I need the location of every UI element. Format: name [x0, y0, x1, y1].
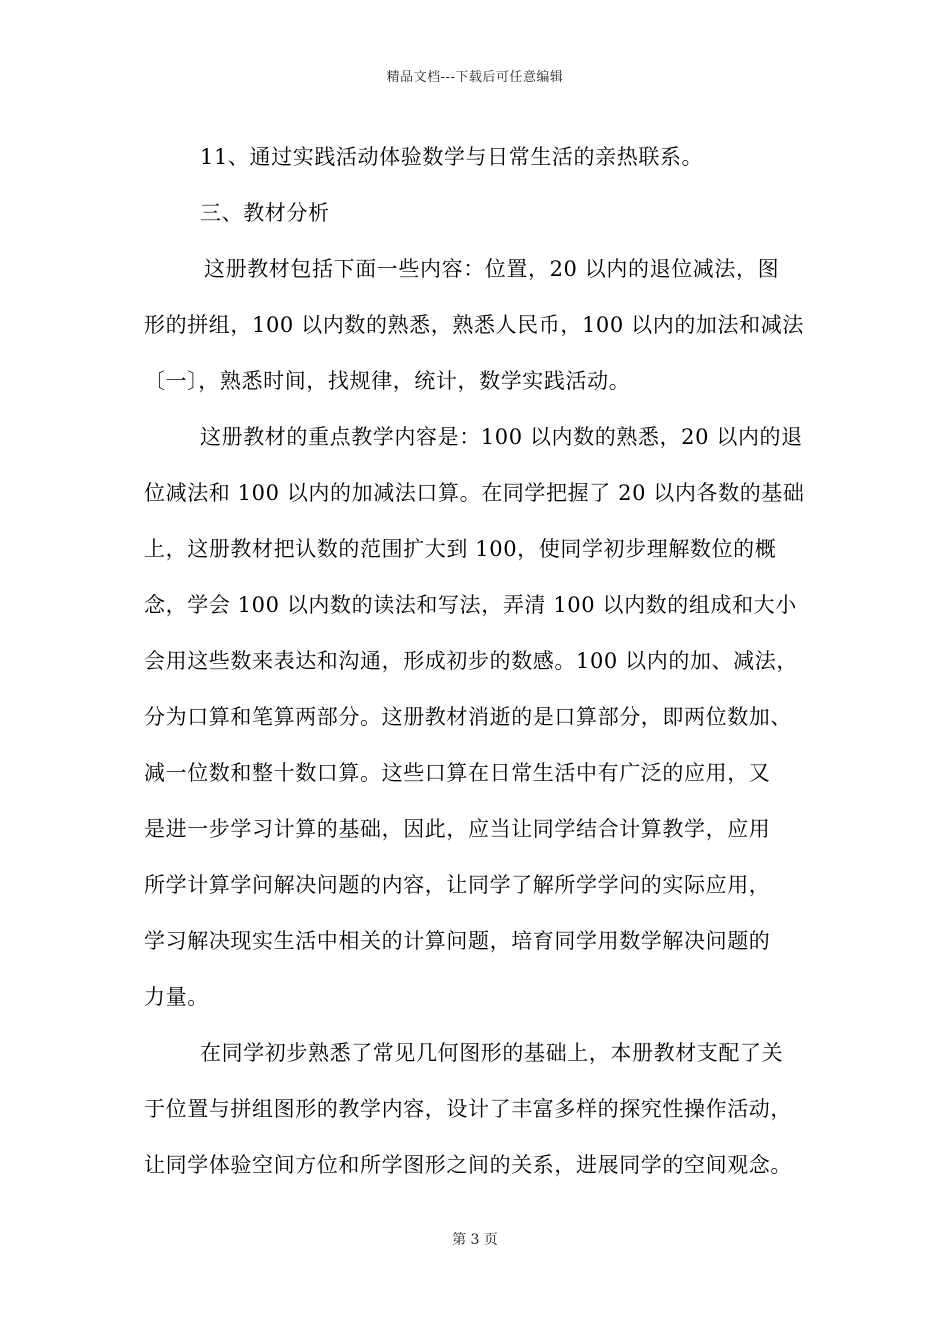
section-heading: 三、教材分析: [200, 201, 330, 225]
paragraph-line: 是进一步学习计算的基础，因此，应当让同学结合计算教学，应用: [144, 817, 771, 841]
paragraph-line: 学习解决现实生活中相关的计算问题，培育同学用数学解决问题的: [144, 929, 771, 953]
paragraph-line: 分为口算和笔算两部分。这册教材消逝的是口算部分，即两位数加、: [144, 705, 792, 729]
paragraph-line: 于位置与拼组图形的教学内容，设计了丰富多样的探究性操作活动，: [144, 1097, 792, 1121]
paragraph-line: 上，这册教材把认数的范围扩大到 100，使同学初步理解数位的概: [144, 537, 777, 561]
paragraph-line: 让同学体验空间方位和所学图形之间的关系，进展同学的空间观念。: [144, 1153, 792, 1177]
paragraph-line: 所学计算学问解决问题的内容，让同学了解所学学问的实际应用，: [144, 873, 771, 897]
paragraph-line: 位减法和 100 以内的加减法口算。在同学把握了 20 以内各数的基础: [144, 481, 805, 505]
list-item-11: 11、通过实践活动体验数学与日常生活的亲热联系。: [200, 145, 704, 169]
paragraph-line: 这册教材包括下面一些内容：位置，20 以内的退位减法，图: [204, 257, 780, 281]
page-header: 精品文档---下载后可任意编辑: [386, 70, 564, 85]
paragraph-content-overview: [144, 246, 824, 404]
paragraph-line: 会用这些数来表达和沟通，形成初步的数感。100 以内的加、减法，: [144, 649, 798, 673]
paragraph-line: 〔一〕，熟悉时间，找规律，统计，数学实践活动。: [144, 369, 631, 393]
paragraph-line: 减一位数和整十数口算。这些口算在日常生活中有广泛的应用，又: [144, 761, 771, 785]
page-number: 第 3 页: [452, 1232, 498, 1248]
paragraph-line: 这册教材的重点教学内容是：100 以内数的熟悉，20 以内的退: [200, 425, 803, 449]
paragraph-key-content: [144, 414, 824, 1020]
paragraph-line: 力量。: [144, 985, 209, 1009]
paragraph-line: 念，学会 100 以内数的读法和写法，弄清 100 以内数的组成和大小: [144, 593, 797, 617]
paragraph-line: 在同学初步熟悉了常见几何图形的基础上，本册教材支配了关: [200, 1041, 784, 1065]
paragraph-line: 形的拼组，100 以内数的熟悉，熟悉人民币，100 以内的加法和减法: [144, 313, 804, 337]
document-body: [144, 134, 824, 1188]
paragraph-geometry: [144, 1030, 824, 1188]
